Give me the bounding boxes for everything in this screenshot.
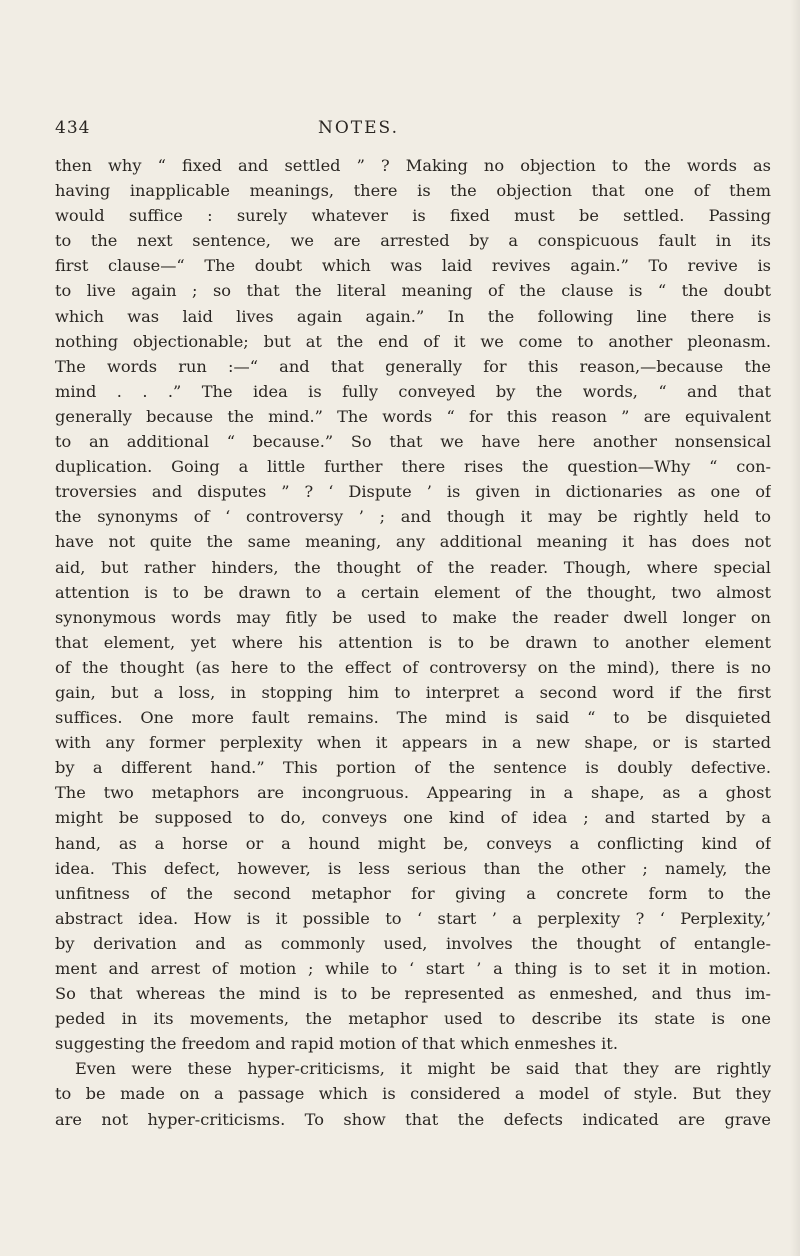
text-line: which was laid lives again again.” In the following line there is bbox=[55, 306, 771, 326]
text-line: idea. This defect, however, is less serious than the other ; namely, the bbox=[55, 858, 771, 878]
text-line: first clause—“ The doubt which was laid revives again.” To revive is bbox=[55, 256, 771, 276]
text-line: The words run :—“ and that generally for this reason,—because the bbox=[55, 356, 771, 376]
text-line: having inapplicable meanings, there is the objection that one of them bbox=[55, 181, 771, 201]
text-line: synonymous words may fitly be used to make the reader dwell longer on bbox=[55, 607, 771, 627]
text-line: peded in its movements, the metaphor used to describe its state is one bbox=[55, 1009, 771, 1029]
body-text bbox=[55, 153, 771, 1132]
text-line: ment and arrest of motion ; while to ‘ start ’ a thing is to set it in motion. bbox=[55, 959, 771, 978]
text-line: of the thought (as here to the effect of controversy on the mind), there is no bbox=[55, 657, 771, 677]
text-line: to be made on a passage which is considered a model of style. But they bbox=[55, 1084, 771, 1104]
text-line: duplication. Going a little further there rises the question—Why “ con- bbox=[55, 457, 771, 477]
page-number: 434 bbox=[55, 118, 91, 138]
text-line: with any former perplexity when it appears in a new shape, or is started bbox=[55, 733, 771, 753]
running-head: NOTES. bbox=[318, 118, 400, 138]
text-line: to an additional “ because.” So that we have here another nonsensical bbox=[55, 432, 771, 452]
text-line: So that whereas the mind is to be represented as enmeshed, and thus im- bbox=[55, 984, 771, 1004]
text-line: unfitness of the second metaphor for giving a concrete form to the bbox=[55, 883, 771, 903]
text-line: have not quite the same meaning, any additional meaning it has does not bbox=[55, 532, 771, 552]
text-line: suggesting the freedom and rapid motion of that which enmeshes it. bbox=[55, 1034, 618, 1054]
page-edge-shadow bbox=[790, 0, 800, 1256]
text-line: by derivation and as commonly used, involves the thought of entangle- bbox=[55, 933, 771, 953]
text-line: that element, yet where his attention is to be drawn to another element bbox=[55, 632, 771, 652]
text-line: the synonyms of ‘ controversy ’ ; and though it may be rightly held to bbox=[55, 507, 771, 527]
text-line: would suffice : surely whatever is fixed must be settled. Passing bbox=[55, 206, 771, 226]
text-line: gain, but a loss, in stopping him to interpret a second word if the first bbox=[55, 682, 771, 702]
text-line: generally because the mind.” The words “ for this reason ” are equivalent bbox=[55, 406, 771, 426]
text-line: Even were these hyper-criticisms, it might be said that they are rightly bbox=[75, 1059, 771, 1079]
text-line: nothing objectionable; but at the end of it we come to another pleonasm. bbox=[55, 331, 771, 351]
text-line: by a different hand.” This portion of the sentence is doubly defective. bbox=[55, 758, 771, 778]
text-line: are not hyper-criticisms. To show that the defects indicated are grave bbox=[55, 1109, 771, 1129]
text-line: to live again ; so that the literal meaning of the clause is “ the doubt bbox=[55, 281, 771, 301]
text-line: suffices. One more fault remains. The mind is said “ to be disquieted bbox=[55, 708, 771, 728]
text-line: mind . . .” The idea is fully conveyed by the words, “ and that bbox=[55, 381, 771, 401]
text-line: aid, but rather hinders, the thought of the reader. Though, where special bbox=[55, 557, 771, 577]
page-header bbox=[55, 118, 745, 142]
text-line: abstract idea. How is it possible to ‘ start ’ a perplexity ? ‘ Perplexity,’ bbox=[55, 908, 771, 928]
text-line: to the next sentence, we are arrested by a conspicuous fault in its bbox=[55, 231, 771, 251]
text-line: The two metaphors are incongruous. Appearing in a shape, as a ghost bbox=[55, 783, 771, 803]
text-line: attention is to be drawn to a certain element of the thought, two almost bbox=[55, 582, 771, 602]
text-line: then why “ fixed and settled ” ? Making no objection to the words as bbox=[55, 156, 771, 175]
text-line: hand, as a horse or a hound might be, conveys a conflicting kind of bbox=[55, 833, 771, 853]
text-line: troversies and disputes ” ? ‘ Dispute ’ is given in dictionaries as one of bbox=[55, 482, 771, 502]
text-line: might be supposed to do, conveys one kind of idea ; and started by a bbox=[55, 808, 771, 828]
